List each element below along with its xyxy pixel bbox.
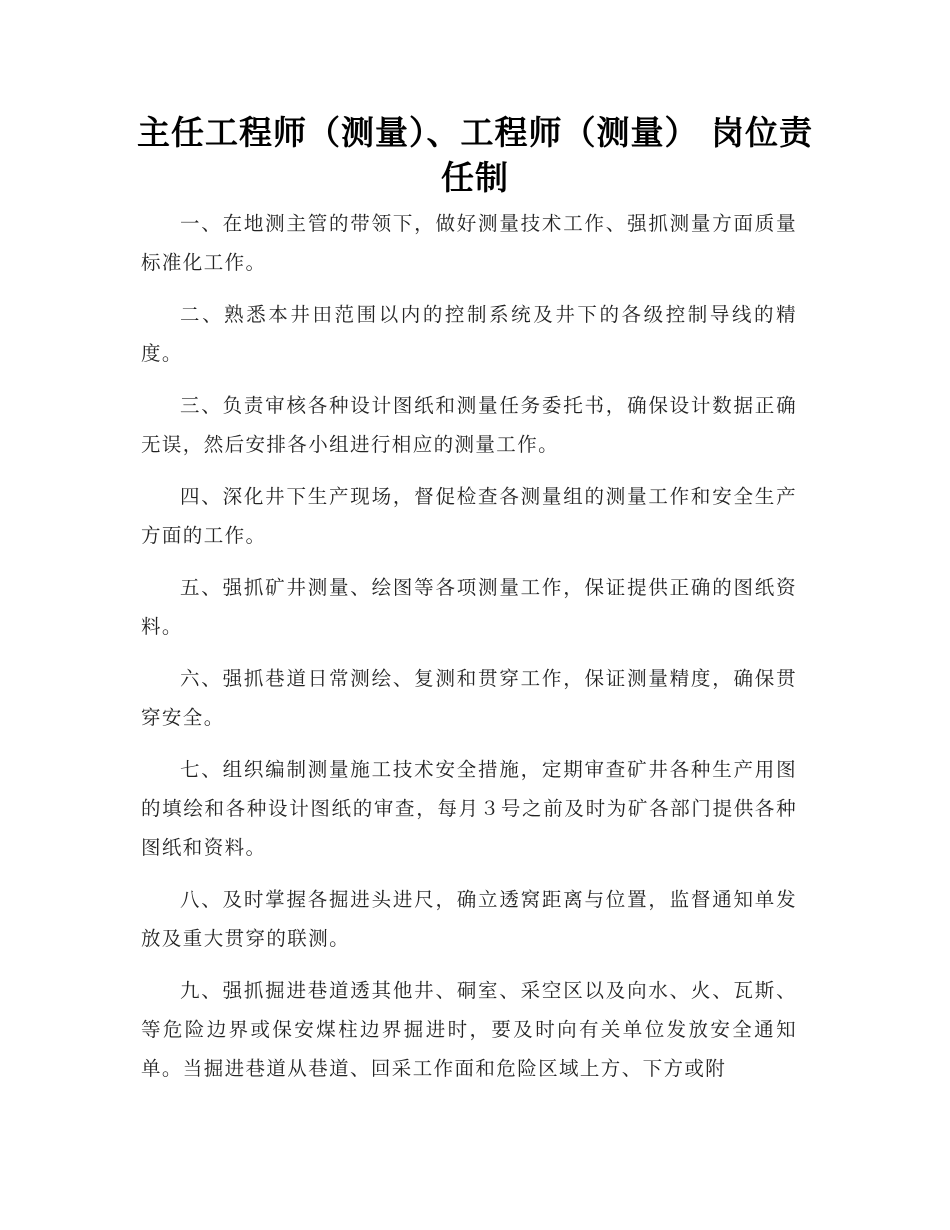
responsibility-item-9: 九、强抓掘进巷道透其他井、硐室、采空区以及向水、火、瓦斯、等危险边界或保安煤柱边界掘进时，要及时向有关单位发放安全通知单。当掘进巷道从巷道、回采工作面和危险区域上方、下方或附 (141, 979, 797, 1080)
responsibility-item-5: 五、强抓矿井测量、绘图等各项测量工作，保证提供正确的图纸资料。 (141, 576, 797, 638)
responsibility-item-1: 一、在地测主管的带领下，做好测量技术工作、强抓测量方面质量标准化工作。 (141, 212, 797, 274)
document-body (141, 204, 797, 1101)
responsibility-item-3: 三、负责审核各种设计图纸和测量任务委托书，确保设计数据正确无误，然后安排各小组进行相应的测量工作。 (141, 394, 797, 456)
responsibility-item-7: 七、组织编制测量施工技术安全措施，定期审查矿井各种生产用图的填绘和各种设计图纸的审查，每月３号之前及时为矿各部门提供各种图纸和资料。 (141, 758, 797, 859)
responsibility-item-8: 八、及时掌握各掘进头进尺，确立透窝距离与位置，监督通知单发放及重大贯穿的联测。 (141, 888, 797, 950)
responsibility-item-4: 四、深化井下生产现场，督促检查各测量组的测量工作和安全生产方面的工作。 (141, 485, 797, 547)
document-title: 主任工程师（测量）、工程师（测量） 岗位责任制 (137, 113, 813, 197)
responsibility-item-2: 二、熟悉本井田范围以内的控制系统及井下的各级控制导线的精度。 (141, 303, 797, 365)
responsibility-item-6: 六、强抓巷道日常测绘、复测和贯穿工作，保证测量精度，确保贯穿安全。 (141, 667, 797, 729)
